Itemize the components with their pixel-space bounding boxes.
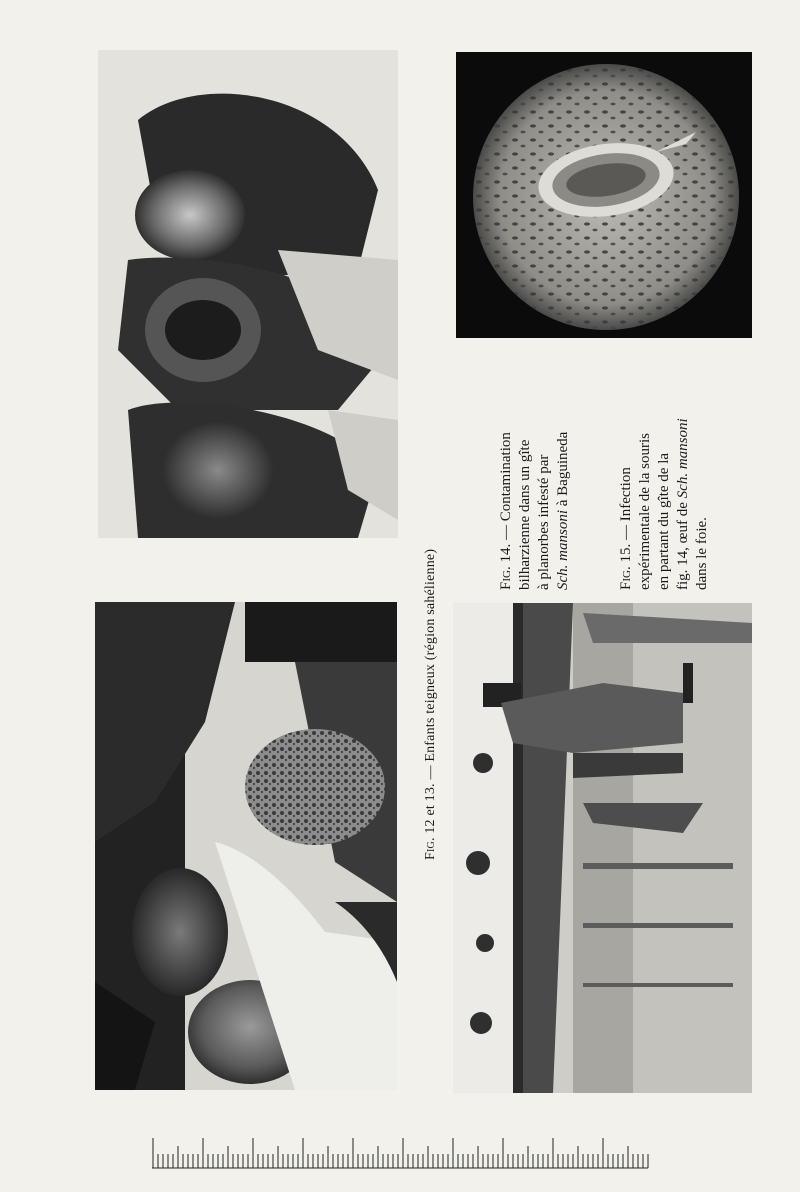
caption-fig15-text-1: — Infection: [618, 467, 634, 541]
caption-fig14-text-2: bilharzienne dans un gîte: [517, 439, 533, 590]
caption-fig15-text-4: fig. 14, œuf de: [675, 502, 691, 590]
photo-fig13-children: [98, 50, 398, 538]
caption-fig15-number: 15.: [618, 543, 634, 563]
caption-fig15-line-1: [617, 344, 636, 590]
caption-fig15-text-5: dans le foie.: [694, 517, 710, 590]
caption-fig15-line-4: [674, 344, 693, 590]
caption-fig15-text-2: expérimentale de la souris: [637, 432, 653, 590]
photo-fig15-micrograph: [456, 52, 752, 338]
photo-fig12-image: [95, 602, 397, 1090]
caption-fig14-line-1: [497, 344, 516, 590]
caption-fig14-number: 14.: [498, 543, 514, 563]
caption-fig14-label: Fig.: [498, 566, 514, 590]
caption-fig14-text-4: à Baguineda: [555, 431, 571, 507]
caption-fig15-label: Fig.: [618, 566, 634, 590]
photo-fig15-image: [456, 52, 752, 338]
caption-fig14-line-4: [554, 344, 573, 590]
caption-fig12-13: [423, 549, 439, 860]
caption-fig14-text-3: à planorbes infesté par: [536, 454, 552, 590]
caption-fig15-species: Sch. mansoni: [675, 418, 691, 499]
scale-ruler: [150, 1136, 650, 1170]
photo-fig12-children: [95, 602, 397, 1090]
caption-fig12-13-text: — Enfants teigneux (région sahélienne): [423, 548, 438, 780]
photo-fig13-image: [98, 50, 398, 538]
caption-fig15-text-3: en partant du gîte de la: [656, 452, 672, 590]
photo-fig14-image: [453, 603, 752, 1093]
caption-fig14-species: Sch. mansoni: [555, 510, 571, 590]
caption-fig15: [617, 344, 712, 590]
caption-fig14-text-1: — Contamination: [498, 432, 514, 541]
caption-fig12-13-numbers: 12 et 13.: [423, 783, 438, 834]
caption-fig12-13-label: Fig.: [423, 837, 438, 860]
photo-fig14-field-site: [453, 603, 752, 1093]
caption-fig14: [497, 344, 573, 590]
